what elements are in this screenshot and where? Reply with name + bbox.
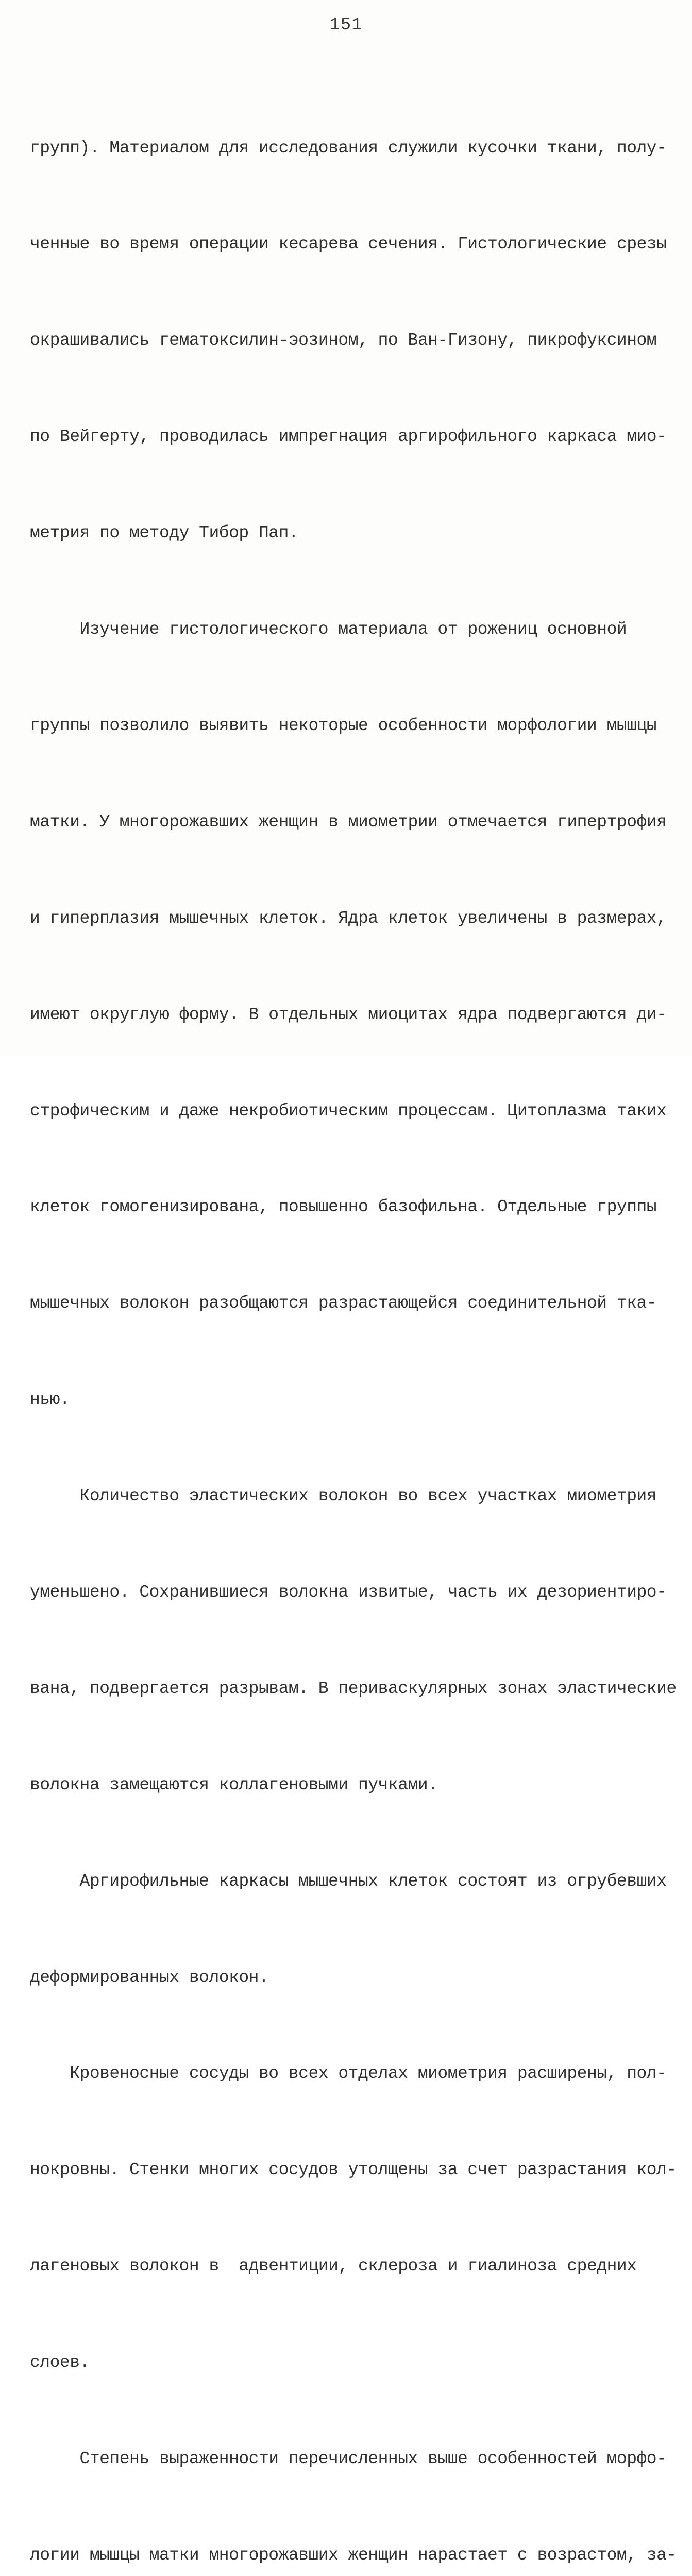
- text-line: по Вейгерту, проводилась импрегнация аргирофильного каркаса мио-: [30, 427, 667, 447]
- text-line: логии мышцы матки многорожавших женщин нарастает с возрастом, за-: [30, 2545, 677, 2565]
- text-line: Количество эластических волокон во всех участках миометрия: [30, 1486, 657, 1506]
- text-line: и гиперплазия мышечных клеток. Ядра клеток увеличены в размерах,: [30, 908, 667, 928]
- text-line: группы позволило выявить некоторые особенности морфологии мышцы: [30, 716, 657, 735]
- text-line: мышечных волокон разобщаются разрастающейся соединительной тка-: [30, 1294, 657, 1313]
- text-line: Изучение гистологического материала от рожениц основной: [30, 620, 627, 639]
- text-line: окрашивались гематоксилин-эозином, по Ван-Гизону, пикрофуксином: [30, 331, 657, 350]
- text-line: уменьшено. Сохранившиеся волокна извитые, часть их дезориентиро-: [30, 1582, 667, 1602]
- text-line: клеток гомогенизирована, повышенно базофильна. Отдельные группы: [30, 1197, 657, 1217]
- text-line: нокровны. Стенки многих сосудов утолщены за счет разрастания кол-: [30, 2160, 677, 2180]
- text-line: Степень выраженности перечисленных выше особенностей морфо-: [30, 2449, 667, 2468]
- text-line: имеют округлую форму. В отдельных миоцитах ядра подвергаются ди-: [30, 1005, 667, 1024]
- text-line: деформированных волокон.: [30, 1968, 269, 1987]
- text-line: Аргирофильные каркасы мышечных клеток состоят из огрубевших: [30, 1871, 667, 1891]
- text-line: ченные во время операции кесарева сечения. Гистологические срезы: [30, 234, 667, 254]
- text-line: нью.: [30, 1390, 70, 1410]
- text-line: метрия по методу Тибор Пап.: [30, 523, 299, 543]
- body-text: [30, 68, 677, 2576]
- text-line: групп). Материалом для исследования служили кусочки ткани, полу-: [30, 138, 667, 158]
- text-line: матки. У многорожавших женщин в миометрии отмечается гипертрофия: [30, 812, 667, 832]
- text-line: волокна замещаются коллагеновыми пучками.: [30, 1775, 438, 1794]
- text-line: вана, подвергается разрывам. В периваскулярных зонах эластические: [30, 1679, 677, 1698]
- text-line: лагеновых волокон в адвентиции, склероза и гиалиноза средних: [30, 2257, 637, 2276]
- text-line: строфическим и даже некробиотическим процессам. Цитоплазма таких: [30, 1101, 667, 1121]
- text-line: Кровеносные сосуды во всех отделах миометрия расширены, пол-: [30, 2064, 667, 2083]
- page-number: 151: [329, 15, 363, 35]
- text-line: слоев.: [30, 2353, 90, 2372]
